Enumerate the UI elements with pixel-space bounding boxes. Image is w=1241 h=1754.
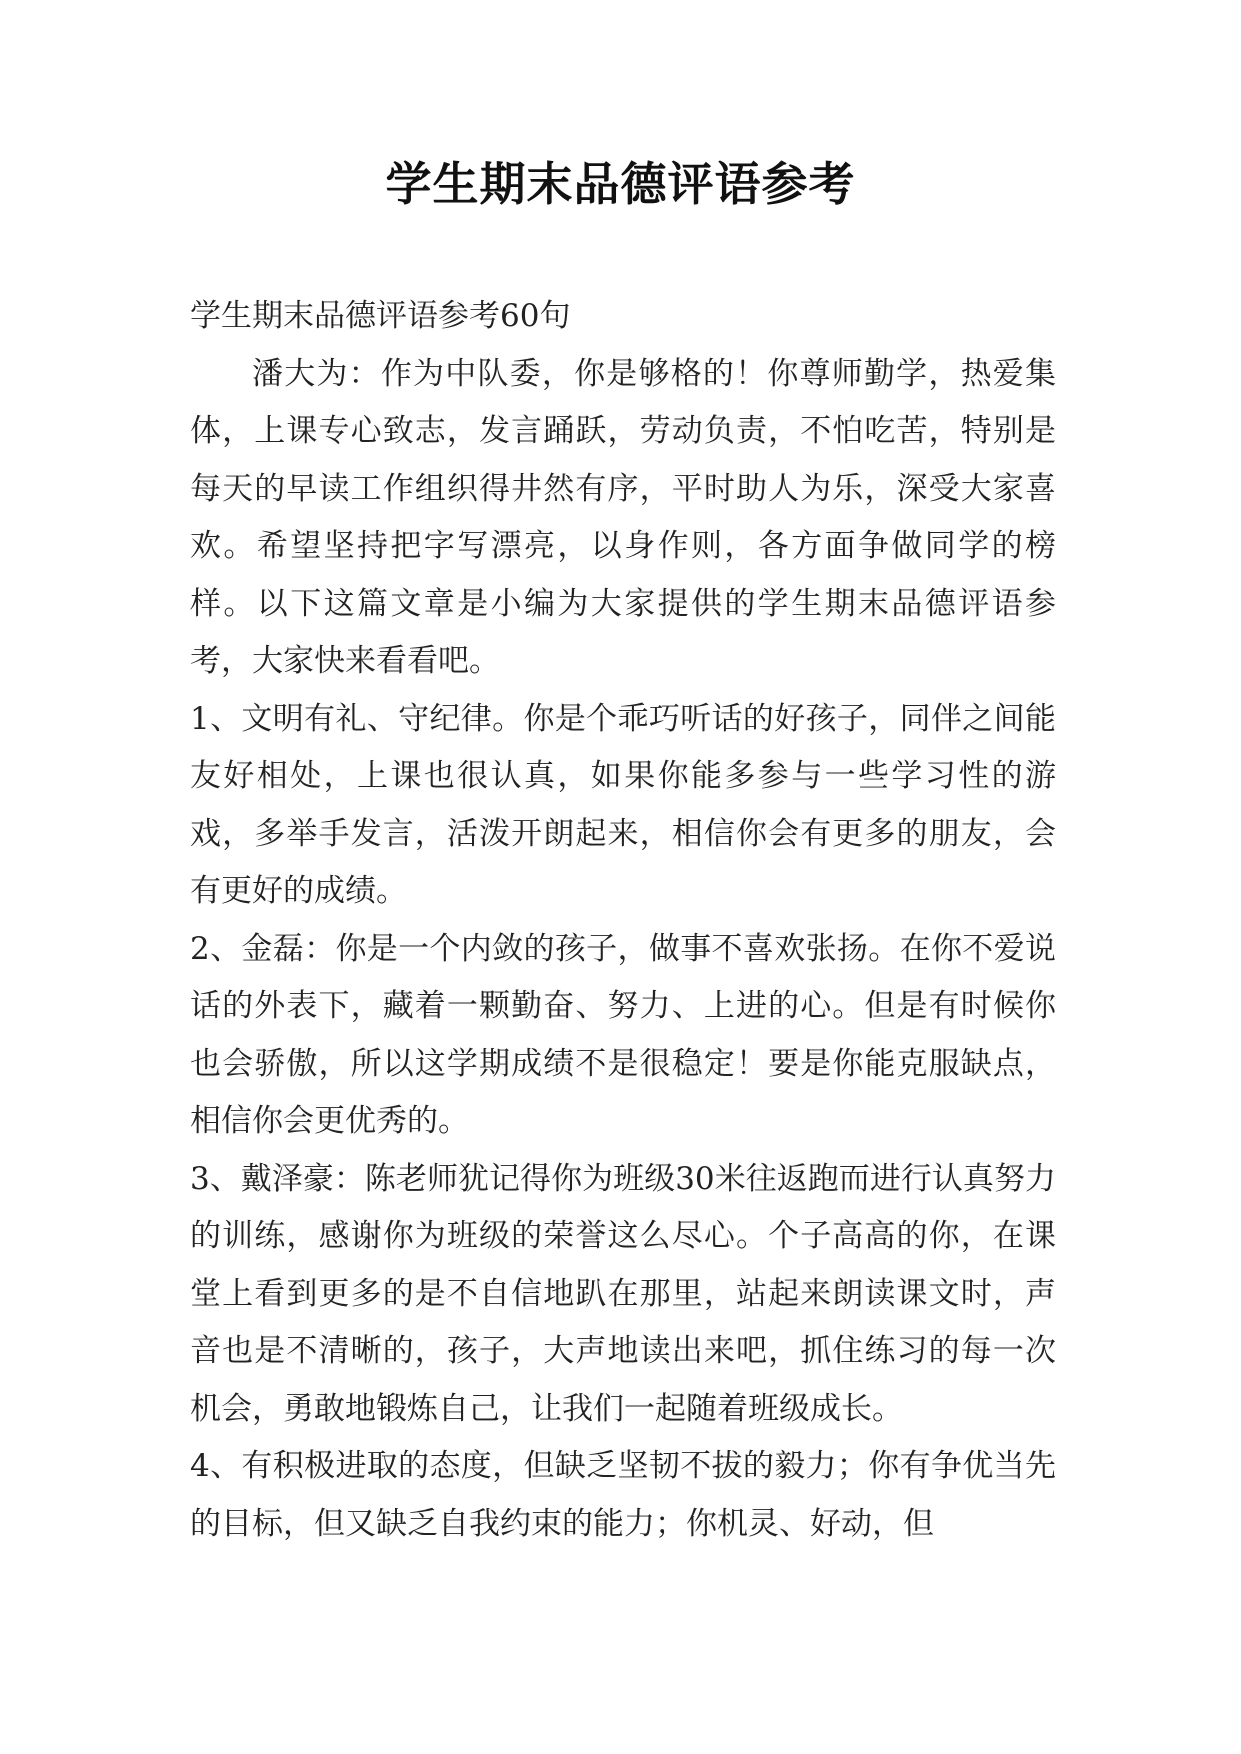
document-subtitle: 学生期末品德评语参考60句	[190, 298, 571, 334]
comment-item-1: 1、文明有礼、守纪律。你是个乖巧听话的好孩子，同伴之间能友好相处，上课也很认真，如果你能多参与一些学习性的游戏，多举手发言，活泼开朗起来，相信你会有更多的朋友，会有更好的成绩。	[190, 700, 1056, 909]
comment-item-2: 2、金磊：你是一个内敛的孩子，做事不喜欢张扬。在你不爱说话的外表下，藏着一颗勤奋、努力、上进的心。但是有时候你也会骄傲，所以这学期成绩不是很稳定！要是你能克服缺点，相信你会更优秀的。	[190, 930, 1056, 1139]
document-title: 学生期末品德评语参考	[385, 157, 856, 211]
comment-item-4: 4、有积极进取的态度，但缺乏坚韧不拔的毅力；你有争优当先的目标，但又缺乏自我约束的能力；你机灵、好动，但	[190, 1448, 1056, 1542]
comment-item-3: 3、戴泽豪：陈老师犹记得你为班级30米往返跑而进行认真努力的训练，感谢你为班级的荣誉这么尽心。个子高高的你，在课堂上看到更多的是不自信地趴在那里，站起来朗读课文时，声音也是不清晰的，孩子，大声地读出来吧，抓住练习的每一次机会，勇敢地锻炼自己，让我们一起随着班级成长。	[190, 1160, 1056, 1427]
document-body	[190, 288, 1056, 1553]
intro-paragraph: 潘大为：作为中队委，你是够格的！你尊师勤学，热爱集体，上课专心致志，发言踊跃，劳动负责，不怕吃苦，特别是每天的早读工作组织得井然有序，平时助人为乐，深受大家喜欢。希望坚持把字写漂亮，以身作则，各方面争做同学的榜样。以下这篇文章是小编为大家提供的学生期末品德评语参考，大家快来看看吧。	[190, 355, 1056, 679]
